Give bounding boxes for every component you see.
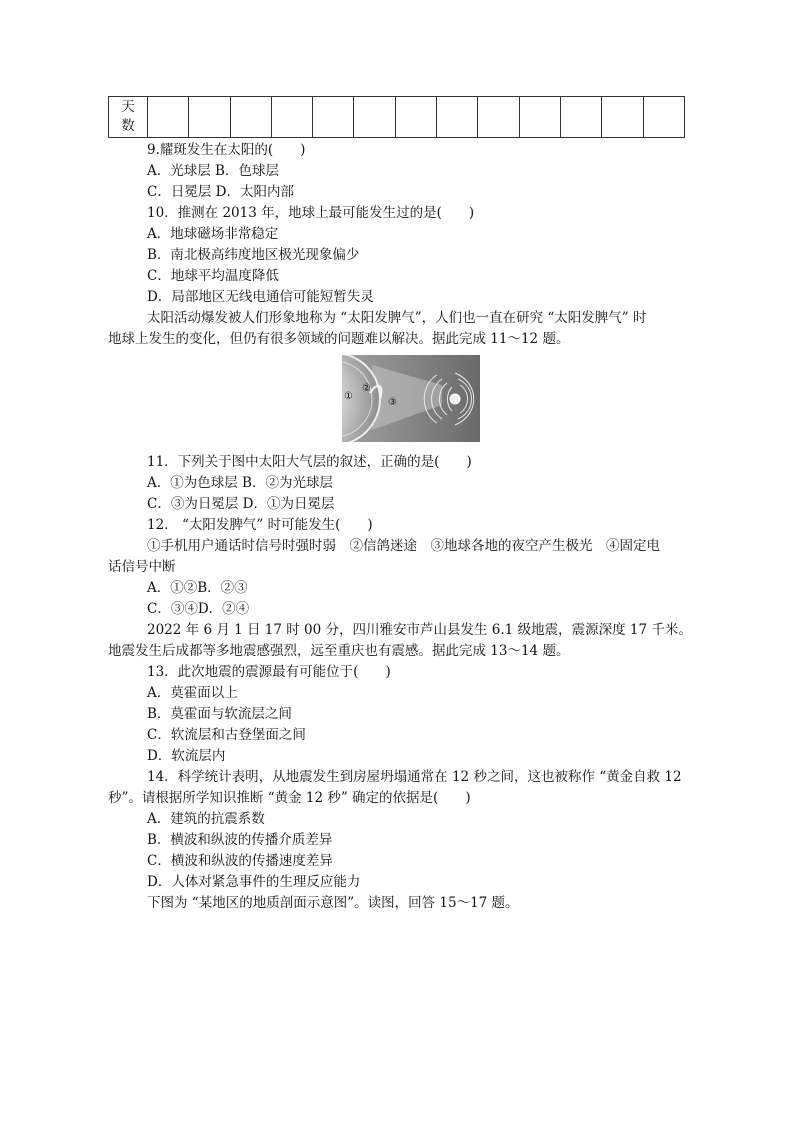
q9-options-cd: C．日冕层 D．太阳内部 (147, 184, 294, 200)
q14-stem-line2: 秒”。请根据所学知识推断 “黄金 12 秒” 确定的依据是( ) (108, 790, 471, 806)
table-cell (395, 97, 436, 138)
table-cell (643, 97, 684, 138)
q14-option-b: B．横波和纵波的传播介质差异 (147, 832, 333, 848)
q14-option-c: C．横波和纵波的传播速度差异 (147, 853, 333, 869)
q10-option-c: C．地球平均温度降低 (147, 268, 279, 284)
figure-label-2: ② (362, 383, 371, 394)
q13-option-b: B．莫霍面与软流层之间 (147, 706, 292, 722)
q12-options-cd: C．③④D．②④ (147, 601, 250, 617)
q12-options-ab: A．①②B．②③ (147, 580, 248, 596)
q11-options-ab: A．①为色球层 B．②为光球层 (147, 475, 333, 491)
table-cell (478, 97, 519, 138)
q11-options-cd: C．③为日冕层 D．①为日冕层 (147, 496, 335, 512)
solar-figure-svg (342, 355, 480, 442)
days-table (108, 96, 685, 138)
q10-option-b: B．南北极高纬度地区极光现象偏少 (147, 247, 360, 263)
q10-stem: 10．推测在 2013 年，地球上最可能发生过的是( ) (147, 205, 475, 221)
table-cell (437, 97, 478, 138)
q9-options-ab: A．光球层 B．色球层 (147, 163, 279, 179)
q13-option-a: A．莫霍面以上 (147, 685, 238, 701)
q12-items-line2: 话信号中断 (108, 559, 176, 575)
q14-option-d: D．人体对紧急事件的生理反应能力 (147, 874, 361, 890)
table-cell (602, 97, 643, 138)
q12-items-line1: ①手机用户通话时信号时强时弱 ②信鸽迷途 ③地球各地的夜空产生极光 ④固定电 (147, 538, 660, 554)
intro-15-17: 下图为 “某地区的地质剖面示意图”。读图，回答 15～17 题。 (147, 895, 519, 911)
q14-stem-line1: 14．科学统计表明，从地震发生到房屋坍塌通常在 12 秒之间，这也被称作 “黄金自救 12 (147, 769, 682, 785)
table-cell (148, 97, 189, 138)
table-cell (519, 97, 560, 138)
earth-icon (450, 394, 460, 404)
q13-option-d: D．软流层内 (147, 748, 226, 764)
table-cell (271, 97, 312, 138)
q13-stem: 13．此次地震的震源最有可能位于( ) (147, 664, 391, 680)
table-row (109, 97, 685, 138)
intro-11-12-line1: 太阳活动爆发被人们形象地称为 “太阳发脾气”，人们也一直在研究 “太阳发脾气” 时 (147, 310, 647, 326)
intro-11-12-line2: 地球上发生的变化，但仍有很多领域的问题难以解决。据此完成 11～12 题。 (108, 331, 570, 347)
solar-figure (342, 355, 480, 442)
q13-option-c: C．软流层和古登堡面之间 (147, 727, 306, 743)
table-cell (354, 97, 395, 138)
table-cell (560, 97, 601, 138)
q10-option-d: D．局部地区无线电通信可能短暂失灵 (147, 289, 374, 305)
table-header-text: 天 数 (121, 99, 135, 134)
q10-option-a: A．地球磁场非常稳定 (147, 226, 279, 242)
table-cell (313, 97, 354, 138)
table-cell (230, 97, 271, 138)
q11-stem: 11．下列关于图中太阳大气层的叙述，正确的是( ) (147, 454, 472, 470)
table-cell (189, 97, 230, 138)
q12-stem: 12． “太阳发脾气” 时可能发生( ) (147, 517, 373, 533)
table-header-cell (109, 97, 148, 138)
intro-13-14-line2: 地震发生后成都等多地震感强烈，远至重庆也有震感。据此完成 13～14 题。 (108, 643, 570, 659)
figure-label-3: ③ (388, 397, 397, 408)
figure-label-1: ① (344, 391, 353, 402)
intro-13-14-line1: 2022 年 6 月 1 日 17 时 00 分，四川雅安市芦山县发生 6.1 级地震，震源深度 17 千米。 (147, 622, 692, 638)
q14-option-a: A．建筑的抗震系数 (147, 811, 265, 827)
q9-stem: 9.耀斑发生在太阳的( ) (147, 142, 306, 158)
